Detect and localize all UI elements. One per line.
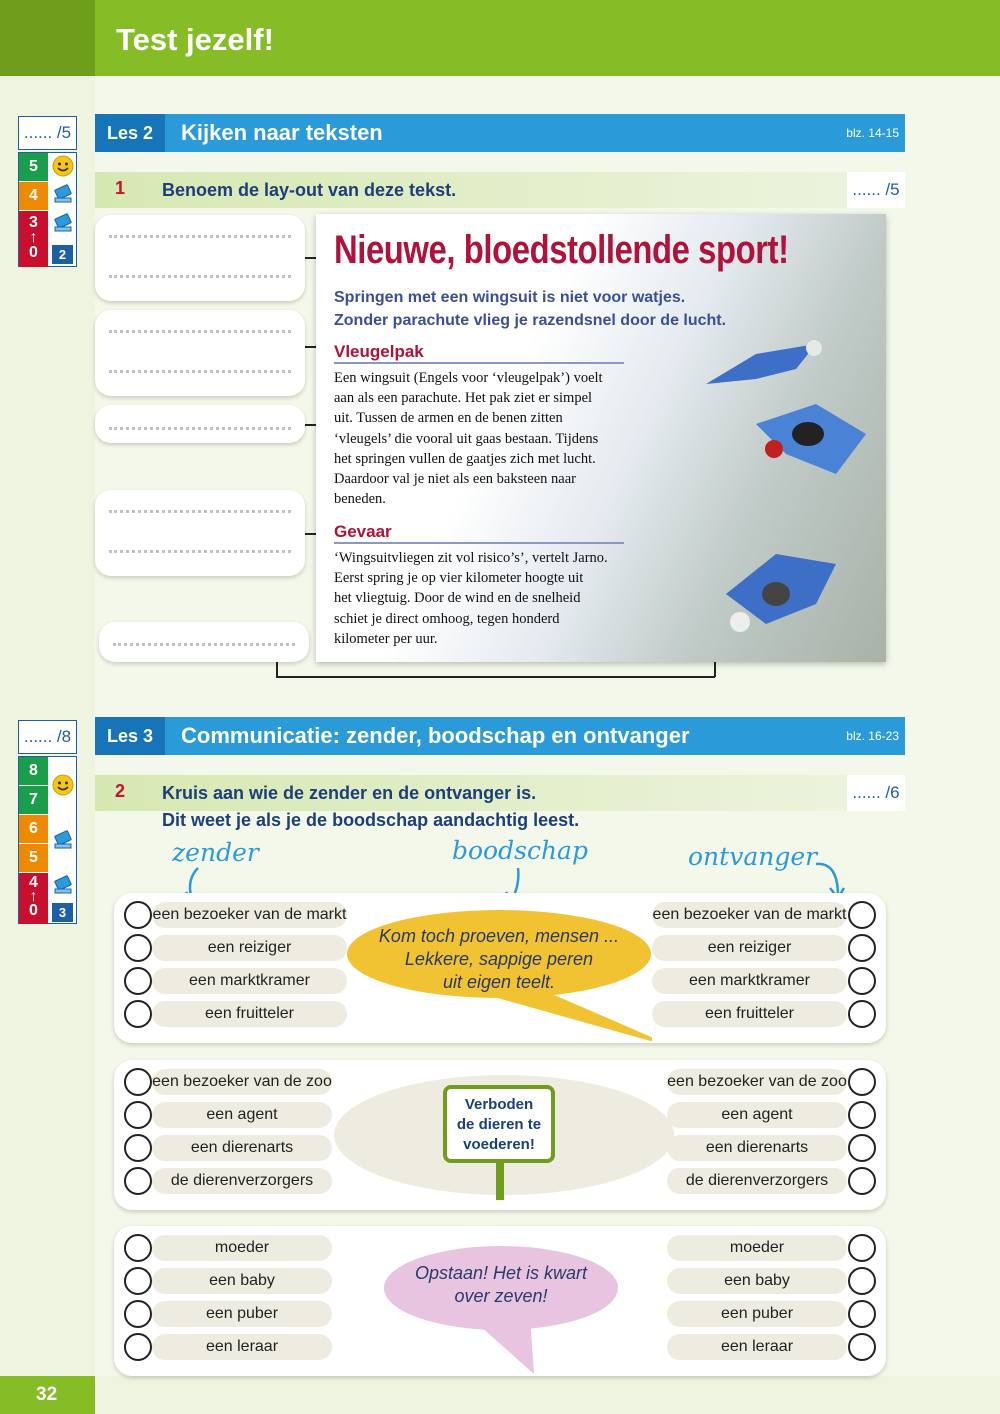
les3-score-box[interactable]: ...... /8 xyxy=(18,720,77,754)
les3-bar xyxy=(95,717,905,755)
question-2-bar xyxy=(95,775,905,830)
ontvanger-checkbox[interactable] xyxy=(848,934,876,962)
article-headline: Nieuwe, bloedstollende sport! xyxy=(334,228,789,272)
ontvanger-checkbox[interactable] xyxy=(848,1101,876,1129)
grade-cell-5: 5 xyxy=(19,153,48,181)
message-line: over zeven! xyxy=(454,1286,548,1306)
les2-score-box[interactable]: ...... /5 xyxy=(18,116,77,150)
message-line: Verboden xyxy=(464,1096,534,1113)
zender-option[interactable]: een agent xyxy=(152,1102,332,1128)
body-line: ‘Wingsuitvliegen zit vol risico’s’, vertelt Jarno. xyxy=(334,550,608,566)
question-score[interactable]: ...... /5 xyxy=(847,172,905,208)
message-line: voederen! xyxy=(463,1136,535,1153)
skydiver-image xyxy=(706,534,846,649)
ontvanger-option[interactable]: een fruitteler xyxy=(652,1001,847,1027)
grade-cell-4: 4 xyxy=(19,182,48,210)
ontvanger-checkbox[interactable] xyxy=(848,1068,876,1096)
zender-checkbox[interactable] xyxy=(124,1333,152,1361)
label-ontvanger: ontvanger xyxy=(688,842,818,871)
zender-checkbox[interactable] xyxy=(124,1068,152,1096)
grade-cell-8: 8 xyxy=(19,757,48,785)
grade-cell-3-0: 3 ↑ 0 xyxy=(19,211,48,267)
zender-option[interactable]: een reiziger xyxy=(152,935,347,961)
zender-option[interactable]: een bezoeker van de markt xyxy=(152,902,347,928)
skydiver-image xyxy=(746,394,876,489)
body-line: uit. Tussen de armen en de benen zitten xyxy=(334,410,563,427)
laptop-icon xyxy=(49,213,77,240)
answer-line xyxy=(109,330,291,333)
les2-title: Kijken naar teksten xyxy=(181,120,383,145)
page-header xyxy=(0,0,1000,76)
ontvanger-option[interactable]: een dierenarts xyxy=(667,1135,847,1161)
zender-option[interactable]: een dierenarts xyxy=(152,1135,332,1161)
intro-line: Springen met een wingsuit is niet voor watjes. xyxy=(334,289,686,306)
message-line: Lekkere, sappige peren xyxy=(404,949,594,969)
question-text xyxy=(162,780,579,834)
zender-option[interactable]: een baby xyxy=(152,1268,332,1294)
answer-line xyxy=(109,275,291,278)
zender-option[interactable]: de dierenverzorgers xyxy=(152,1168,332,1194)
zender-checkbox[interactable] xyxy=(124,1101,152,1129)
question-text: Benoem de lay-out van deze tekst. xyxy=(162,180,457,200)
question-number: 2 xyxy=(115,781,126,801)
ontvanger-option[interactable]: een baby xyxy=(667,1268,847,1294)
laptop-icon xyxy=(49,875,77,902)
body-line: aan als een parachute. Het pak ziet er simpel xyxy=(334,390,593,407)
laptop-icon xyxy=(49,184,77,211)
answer-line xyxy=(109,370,291,373)
question-number: 1 xyxy=(115,178,126,198)
grade-badge: 2 xyxy=(52,245,73,264)
grade-cell-5: 5 xyxy=(19,844,48,872)
label-zender: zender xyxy=(172,838,259,867)
zender-checkbox[interactable] xyxy=(124,1234,152,1262)
body-line: kilometer per uur. xyxy=(334,630,438,647)
header-left-block xyxy=(0,0,95,76)
zender-checkbox[interactable] xyxy=(124,967,152,995)
les2-bar xyxy=(95,114,905,152)
ontvanger-checkbox[interactable] xyxy=(848,1300,876,1328)
answer-line xyxy=(109,427,291,430)
ontvanger-checkbox[interactable] xyxy=(848,1134,876,1162)
zender-option[interactable]: een bezoeker van de zoo xyxy=(152,1069,332,1095)
les2-pages: blz. 14-15 xyxy=(846,126,899,140)
connector-line xyxy=(276,676,715,678)
ontvanger-option[interactable]: een reiziger xyxy=(652,935,847,961)
answer-line xyxy=(109,235,291,238)
question-line: Kruis aan wie de zender en de ontvanger is. xyxy=(162,783,537,803)
ontvanger-option[interactable]: een marktkramer xyxy=(652,968,847,994)
body-line: schiet je direct omhoog, tegen honderd xyxy=(334,610,560,627)
les3-tag: Les 3 xyxy=(95,717,165,755)
zender-option[interactable]: een fruitteler xyxy=(152,1001,347,1027)
speech-bubble xyxy=(384,1246,618,1326)
ontvanger-option[interactable]: een agent xyxy=(667,1102,847,1128)
grade-cell-4-0: 4 ↑ 0 xyxy=(19,873,48,924)
question-1-bar xyxy=(95,172,905,208)
answer-box-2[interactable] xyxy=(95,310,305,396)
ontvanger-checkbox[interactable] xyxy=(848,1000,876,1028)
intro-line: Zonder parachute vlieg je razendsnel door de lucht. xyxy=(334,312,727,329)
ontvanger-checkbox[interactable] xyxy=(848,901,876,929)
grade-badge: 3 xyxy=(52,903,73,922)
body-line: Eerst spring je op vier kilometer hoogte uit xyxy=(334,570,584,587)
zender-option[interactable]: een puber xyxy=(152,1301,332,1327)
question-score[interactable]: ...... /6 xyxy=(847,775,905,811)
subheading-vleugelpak: Vleugelpak xyxy=(334,342,624,364)
smiley-icon xyxy=(49,155,77,182)
page-number-block xyxy=(0,1376,95,1414)
page-title: Test jezelf! xyxy=(116,22,274,57)
les2-grade-column xyxy=(18,152,77,267)
ontvanger-checkbox[interactable] xyxy=(848,1234,876,1262)
article-intro xyxy=(334,286,726,332)
les3-pages: blz. 16-23 xyxy=(846,729,899,743)
answer-box-4[interactable] xyxy=(95,490,305,576)
answer-box-1[interactable] xyxy=(95,215,305,301)
ontvanger-option[interactable]: een leraar xyxy=(667,1334,847,1360)
les2-tag: Les 2 xyxy=(95,114,165,152)
zender-checkbox[interactable] xyxy=(124,1000,152,1028)
les3-grade-column xyxy=(18,756,77,924)
ontvanger-option[interactable]: de dierenverzorgers xyxy=(667,1168,847,1194)
body-line: Een wingsuit (Engels voor ‘vleugelpak’) voelt xyxy=(334,370,603,386)
ontvanger-checkbox[interactable] xyxy=(848,1267,876,1295)
answer-line xyxy=(109,510,291,513)
zender-checkbox[interactable] xyxy=(124,1300,152,1328)
ontvanger-checkbox[interactable] xyxy=(848,1333,876,1361)
article-body-2 xyxy=(334,548,629,649)
message-line: Opstaan! Het is kwart xyxy=(414,1263,588,1283)
ontvanger-checkbox[interactable] xyxy=(848,1167,876,1195)
grade-cell-7: 7 xyxy=(19,786,48,814)
answer-box-3[interactable] xyxy=(95,405,305,443)
ontvanger-option[interactable]: een bezoeker van de zoo xyxy=(667,1069,847,1095)
body-line: Daardoor val je niet als een baksteen naar xyxy=(334,471,576,488)
zender-checkbox[interactable] xyxy=(124,934,152,962)
answer-box-5[interactable] xyxy=(99,622,309,662)
message-line: de dieren te xyxy=(456,1116,542,1133)
answer-line xyxy=(109,550,291,553)
subheading-gevaar: Gevaar xyxy=(334,522,624,544)
question-line: Dit weet je als je de boodschap aandachtig leest. xyxy=(162,810,580,830)
page-number: 32 xyxy=(36,1384,58,1405)
grade-cell-6: 6 xyxy=(19,815,48,843)
zender-checkbox[interactable] xyxy=(124,1134,152,1162)
body-line: het springen vullen de gaatjes zich met lucht. xyxy=(334,450,596,467)
ontvanger-option[interactable]: een puber xyxy=(667,1301,847,1327)
ontvanger-option[interactable]: moeder xyxy=(667,1235,847,1261)
zender-option[interactable]: een leraar xyxy=(152,1334,332,1360)
body-line: beneden. xyxy=(334,491,386,508)
ontvanger-option[interactable]: een bezoeker van de markt xyxy=(652,902,847,928)
answer-line xyxy=(113,643,295,646)
label-boodschap: boodschap xyxy=(452,836,588,865)
article xyxy=(316,214,886,662)
zender-checkbox[interactable] xyxy=(124,901,152,929)
les3-title: Communicatie: zender, boodschap en ontvanger xyxy=(181,723,690,748)
zender-checkbox[interactable] xyxy=(124,1167,152,1195)
smiley-icon xyxy=(49,774,77,801)
prohibition-sign xyxy=(443,1085,555,1163)
ontvanger-checkbox[interactable] xyxy=(848,967,876,995)
zender-option[interactable]: moeder xyxy=(152,1235,332,1261)
zender-checkbox[interactable] xyxy=(124,1267,152,1295)
laptop-icon xyxy=(49,830,77,857)
article-body-1 xyxy=(334,368,629,509)
zender-option[interactable]: een marktkramer xyxy=(152,968,347,994)
message-line: Kom toch proeven, mensen ... xyxy=(378,926,620,946)
body-line: het vliegtuig. Door de wind en de snelheid xyxy=(334,590,581,607)
speech-bubble xyxy=(346,909,652,995)
message-line: uit eigen teelt. xyxy=(442,972,556,992)
body-line: ‘vleugels’ die vooral uit gaas bestaan. Tijdens xyxy=(334,430,599,447)
